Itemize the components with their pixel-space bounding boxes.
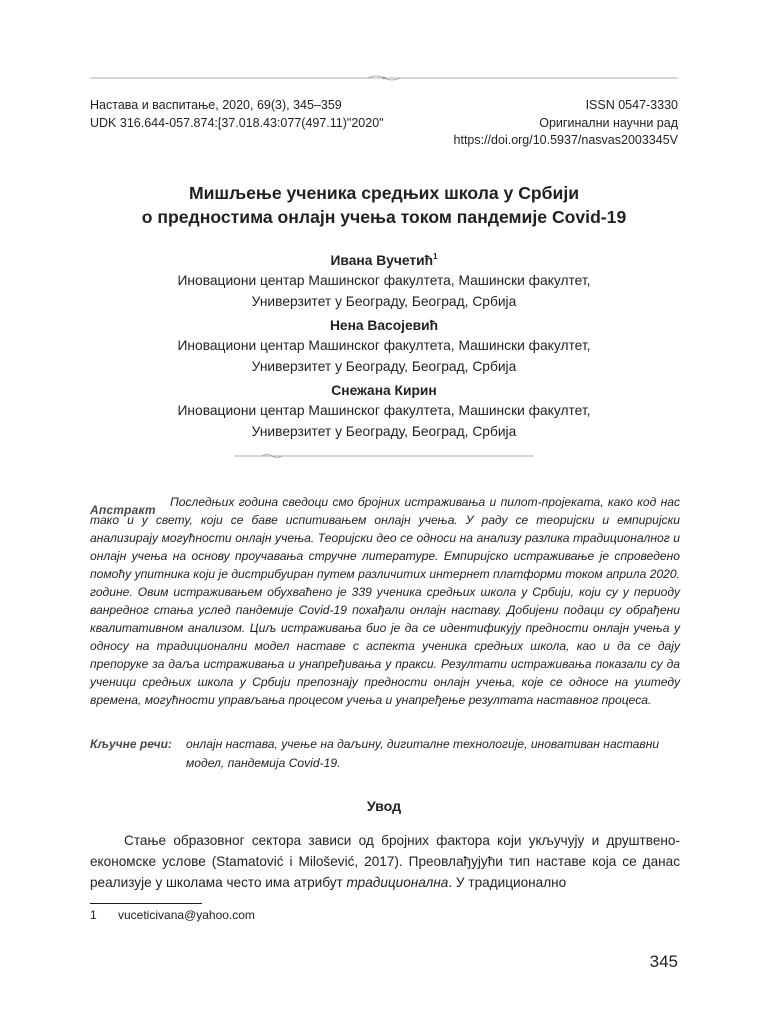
section-divider <box>234 452 534 460</box>
title-line-1: Мишљење ученика средњих школа у Србији <box>188 183 580 203</box>
keywords-text: онлајн настава, учење на даљину, дигиталне технологије, иновативан наставни модел, пандемија Covid-19. <box>186 737 660 770</box>
affiliation-line: Универзитет у Београду, Београд, Србија <box>251 293 517 309</box>
doi-link[interactable]: https://doi.org/10.5937/nasvas2003345V <box>453 133 678 147</box>
footnote-mark[interactable]: 1 <box>433 252 438 261</box>
keywords-label: Кључне речи: <box>90 737 172 751</box>
footnote-email[interactable]: vuceticivana@yahoo.com <box>118 908 255 922</box>
intro-body <box>90 830 680 893</box>
abstract-label: Апстракт <box>90 503 156 517</box>
affiliation-line: Иновациони центар Машинског факултета, Машински факултет, <box>177 403 591 418</box>
author-name: Ивана Вучетић <box>330 253 434 268</box>
author-entry <box>90 247 678 312</box>
affiliation-line: Иновациони центар Машинског факултета, Машински факултет, <box>177 338 591 353</box>
affiliation-line: Иновациони центар Машинског факултета, Машински факултет, <box>177 273 591 288</box>
citation-right <box>454 97 678 150</box>
author-entry <box>90 381 678 442</box>
affiliation-line: Универзитет у Београду, Београд, Србија <box>251 358 517 374</box>
top-ornament-rule <box>90 74 678 82</box>
intro-text-tail: . У традиционално <box>448 875 567 890</box>
footnote-rule <box>90 903 202 904</box>
citation-left <box>90 97 384 132</box>
author-list <box>90 247 678 446</box>
footnote <box>90 908 255 922</box>
page-number: 345 <box>649 952 678 971</box>
intro-text: Стање образовног сектора зависи од бројних фактора који укључују и друштвено-економске услове (Stamatović i Milošević, 2017). Преовлађујући тип наставе која се данас реализује у школама често има атрибут <box>90 833 680 890</box>
journal-citation: Настава и васпитање, 2020, 69(3), 345–359 <box>90 98 342 112</box>
article-title <box>90 181 678 229</box>
footnote-number: 1 <box>90 908 97 922</box>
emphasized-term: традиционална <box>346 875 449 890</box>
article-type: Оригинални научни рад <box>539 115 678 130</box>
intro-paragraph <box>90 830 680 893</box>
abstract-text: Последњих година сведоци смо бројних истраживања и пилот-пројеката, како код нас тако и у свету, који се баве испитивањем онлајн учења. У раду се теоријски и емпиријски анализирају могућности онлајн учења. Теоријски део се односи на анализу разлика традиционалног и онлајн учења на основу проучавања стручне литературе. Емпиријско истраживање је спроведено помоћу упитника који је дистрибуиран путем различитих интернет платформи током априла 2020. године. Овим истраживањем обухваћено је 339 ученика средњих школа у Србији, који су у периоду ванредног стања услед пандемије Covid-19 похађали онлајн наставу. Добијени подаци су обрађени квалитативном анализом. Циљ истраживања био је да се идентификују предности онлајн учења у односу на традиционални модел наставе с аспекта ученика средњих школа, као и да се дају препоруке за даља истраживања и унапређивања у пракси. Резултати истраживања показали су да ученици средњих школа у Србији препознају предности онлајн учења, које се односе на уштеду времена, могућности управљања процесом учења и унапређење резултата наставног процеса. <box>90 495 680 707</box>
section-heading: Увод <box>366 799 402 815</box>
author-name: Нена Васојевић <box>329 318 439 333</box>
title-line-2: о предностима онлајн учења током пандемије Covid-19 <box>141 207 627 227</box>
author-entry <box>90 316 678 377</box>
issn: ISSN 0547-3330 <box>585 98 678 112</box>
udk-code: UDK 316.644-057.874:[37.018.43:077(497.11)"2020" <box>90 115 384 130</box>
author-name: Снежана Кирин <box>331 383 437 398</box>
affiliation-line: Универзитет у Београду, Београд, Србија <box>251 423 517 439</box>
